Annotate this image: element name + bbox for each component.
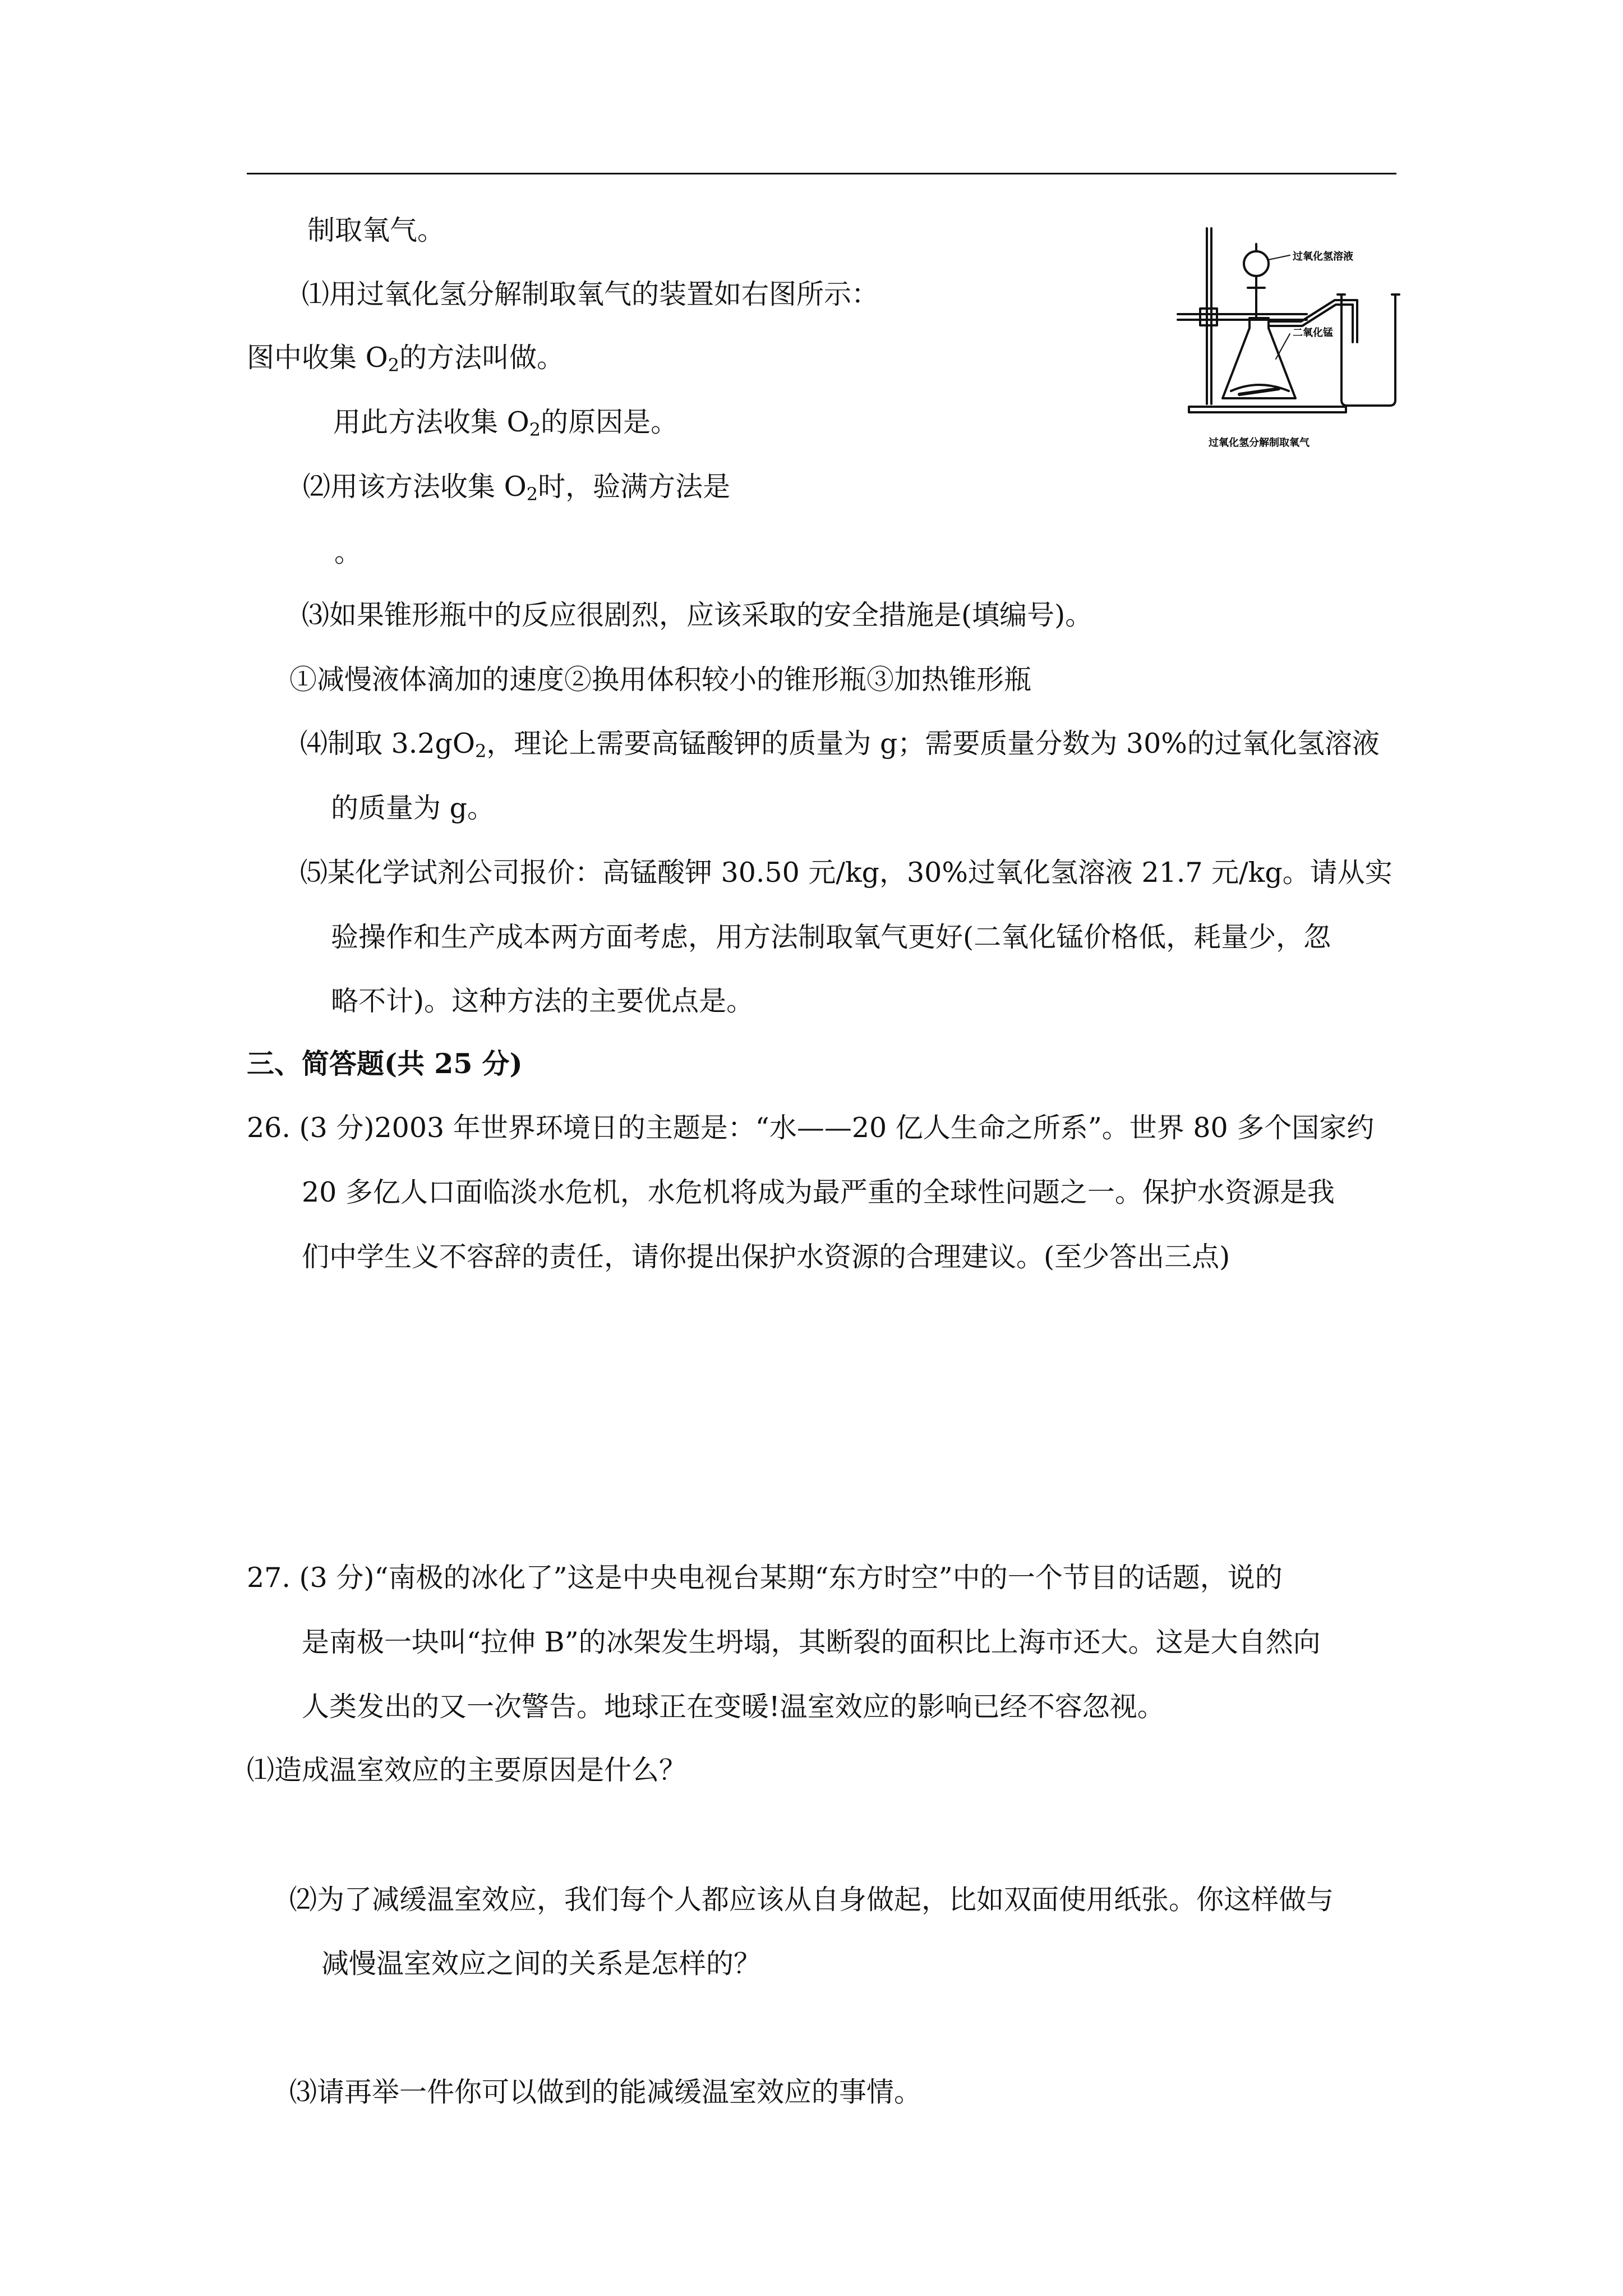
gas-jar: [1341, 295, 1395, 406]
clamp-boss: [1200, 309, 1217, 325]
question-26-line: 20 多亿人口面临淡水危机，水危机将成为最严重的全球性问题之一。保护水资源是我: [302, 1176, 1335, 1208]
text-line: 验操作和生产成本两方面考虑，用方法制取氧气更好(二氧化锰价格低，耗量少，忽: [331, 921, 1331, 953]
apparatus-figure: [1155, 222, 1410, 457]
text-line: 用此方法收集 $O_2$的原因是。: [333, 406, 679, 440]
question-27-line: 27. (3 分)“南极的冰化了”这是中央电视台某期“东方时空”中的一个节目的话题，说的: [247, 1562, 1283, 1594]
question-27-part-1: ⑴造成温室效应的主要原因是什么？: [247, 1754, 687, 1786]
figure-caption: 过氧化氢分解制取氧气: [1209, 437, 1310, 449]
question-26-line: 们中学生义不容辞的责任，请你提出保护水资源的合理建议。(至少答出三点): [302, 1241, 1230, 1273]
text-line: ⑴用过氧化氢分解制取氧气的装置如右图所示：: [302, 278, 879, 310]
question-27-part-2: ⑵为了减缓温室效应，我们每个人都应该从自身做起，比如双面使用纸张。你这样做与: [289, 1884, 1334, 1916]
apparatus-drawing: [1155, 222, 1410, 457]
text-line: 制取氧气。: [307, 214, 445, 246]
stand-base: [1189, 407, 1346, 412]
section-heading: 三、简答题(共 25 分): [247, 1047, 523, 1080]
text-line: 。: [334, 536, 362, 568]
text-line: 的质量为 g。: [331, 792, 495, 824]
question-26-line: 26. (3 分)2003 年世界环境日的主题是：“水——20 亿人生命之所系”。世界 80 多个国家约: [247, 1112, 1375, 1144]
label-h2o2: 过氧化氢溶液: [1293, 251, 1353, 263]
label-mno2: 二氧化锰: [1293, 327, 1333, 339]
text-line: 图中收集 $O_2$的方法叫做。: [247, 342, 565, 376]
question-27-part-3: ⑶请再举一件你可以做到的能减缓温室效应的事情。: [289, 2076, 922, 2108]
text-line: 略不计)。这种方法的主要优点是。: [331, 985, 754, 1017]
question-27-line: 人类发出的又一次警告。地球正在变暖!温室效应的影响已经不容忽视。: [302, 1691, 1165, 1723]
text-line: ⑷制取 $3.2gO_2$，理论上需要高锰酸钾的质量为 g；需要质量分数为 30%的过氧化氢溶液: [300, 728, 1380, 762]
text-line: ①减慢液体滴加的速度②换用体积较小的锥形瓶③加热锥形瓶: [289, 664, 1032, 696]
conical-flask: [1223, 318, 1295, 398]
text-line: ⑵用该方法收集 $O_2$时，验满方法是: [303, 471, 731, 505]
text-line: ⑶如果锥形瓶中的反应很剧烈，应该采取的安全措施是(填编号)。: [302, 599, 1093, 631]
question-27-line: 是南极一块叫“拉伸 B”的冰架发生坍塌，其断裂的面积比上海市还大。这是大自然向: [302, 1626, 1321, 1658]
header-rule: [247, 173, 1396, 174]
text-line: ⑸某化学试剂公司报价：高锰酸钾 30.50 元/kg，30%过氧化氢溶液 21.7 元/kg。请从实: [300, 857, 1393, 889]
funnel-bulb: [1244, 251, 1269, 276]
question-27-part-2: 减慢温室效应之间的关系是怎样的？: [321, 1948, 762, 1980]
